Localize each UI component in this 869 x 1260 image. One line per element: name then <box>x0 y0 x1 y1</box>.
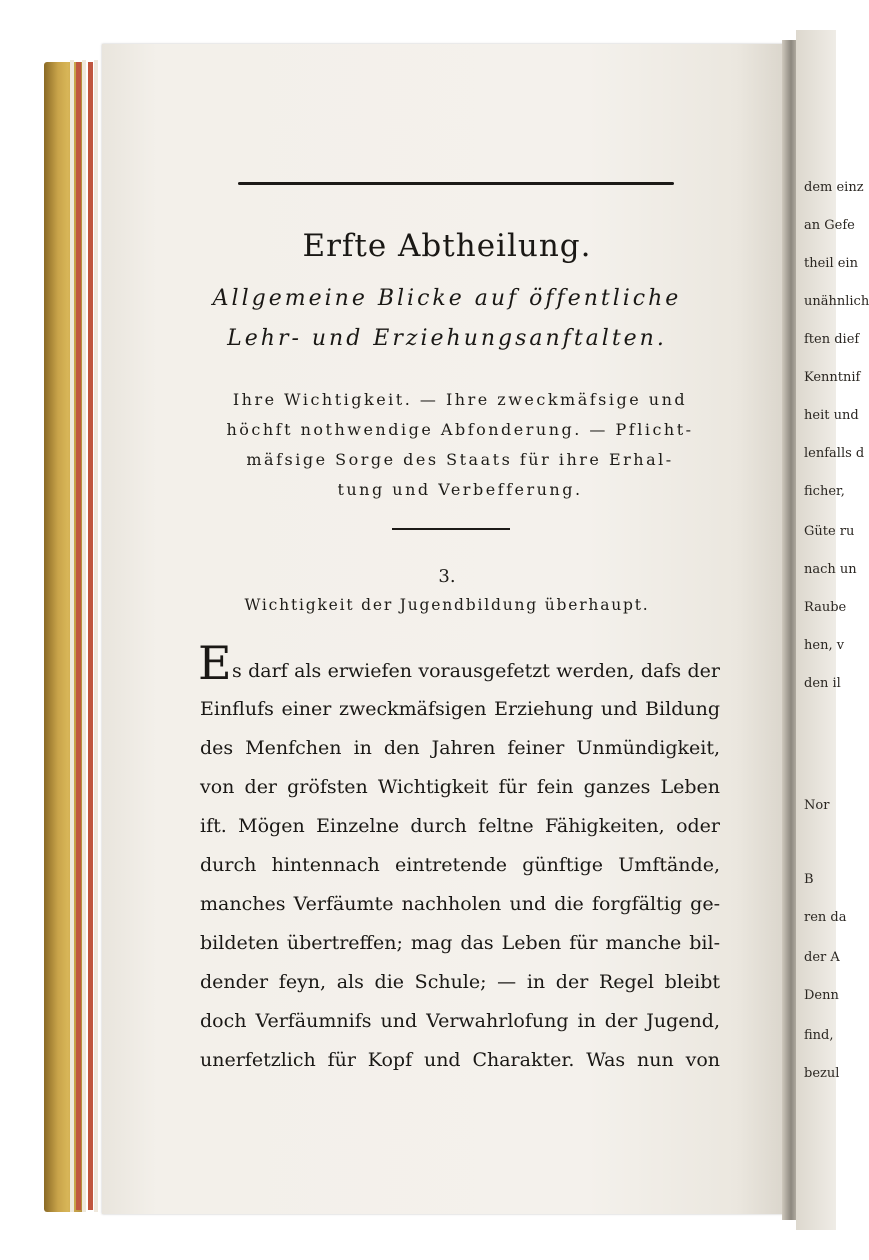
facing-page <box>796 30 869 1230</box>
summary-line: tung und Verbefferung. <box>337 480 583 499</box>
facing-page-fragment: Nor <box>804 798 830 813</box>
summary-line: höchft nothwendige Abfonderung. — Pflicht- <box>226 420 694 439</box>
body-line: Einflufs einer zweckmäfsigen Erziehung und Bildung <box>200 698 720 720</box>
body-line: durch hintennach eintretende günftige Umftände, <box>200 854 720 876</box>
facing-page-fragment: Kenntnif <box>804 370 861 385</box>
book-page <box>102 44 792 1214</box>
subtitle-line: Allgemeine Blicke auf öffentliche <box>212 286 682 311</box>
page-edge <box>82 60 86 1212</box>
section-number: 3. <box>438 566 456 587</box>
page-edge <box>94 60 98 1212</box>
body-line: ift. Mögen Einzelne durch feltne Fähigkeiten, oder <box>200 815 720 837</box>
facing-page-fragment: dem einz <box>804 180 864 195</box>
red-page-edge <box>76 62 81 1210</box>
body-line: manches Verfäumte nachholen und die forgfältig ge- <box>200 893 720 915</box>
facing-page-fragment: ficher, <box>804 484 845 499</box>
drop-cap: E <box>198 636 232 690</box>
facing-page-fragment: ften dief <box>804 332 860 347</box>
facing-page-fragment: ren da <box>804 910 847 925</box>
body-line: bildeten übertreffen; mag das Leben für manche bil- <box>200 932 720 954</box>
facing-page-fragment: theil ein <box>804 256 858 271</box>
facing-page-fragment: Güte ru <box>804 524 855 539</box>
page-edge <box>70 60 74 1212</box>
facing-page-fragment: den il <box>804 676 841 691</box>
facing-page-fragment: unähnlich <box>804 294 869 309</box>
body-line: s darf als erwiefen vorausgefetzt werden, dafs der <box>232 660 720 682</box>
body-line: des Menfchen in den Jahren feiner Unmündigkeit, <box>200 737 720 759</box>
red-page-edge <box>88 62 93 1210</box>
facing-page-fragment: an Gefe <box>804 218 855 233</box>
body-line: unerfetzlich für Kopf und Charakter. Was nun von <box>200 1049 720 1071</box>
facing-page-fragment: Denn <box>804 988 839 1003</box>
facing-page-fragment: bezul <box>804 1066 840 1081</box>
summary-line: Ihre Wichtigkeit. — Ihre zweckmäfsige und <box>232 390 688 409</box>
facing-page-fragment: Raube <box>804 600 847 615</box>
page-title: Erfte Abtheilung. <box>302 228 592 264</box>
facing-page-fragment: der A <box>804 950 840 965</box>
facing-page-fragment: B <box>804 872 814 887</box>
section-title: Wichtigkeit der Jugendbildung überhaupt. <box>244 596 650 614</box>
body-line: dender feyn, als die Schule; — in der Regel bleibt <box>200 971 720 993</box>
facing-page-fragment: nach un <box>804 562 857 577</box>
facing-page-fragment: find, <box>804 1028 834 1043</box>
body-line: von der gröfsten Wichtigkeit für fein ganzes Leben <box>200 776 720 798</box>
section-divider <box>392 528 510 530</box>
ornamental-rule <box>238 182 674 185</box>
summary-line: mäfsige Sorge des Staats für ihre Erhal- <box>246 450 674 469</box>
subtitle-line: Lehr- und Erziehungsanftalten. <box>227 326 667 351</box>
facing-page-fragment: hen, v <box>804 638 845 653</box>
facing-page-fragment: lenfalls d <box>804 446 865 461</box>
facing-page-fragment: heit und <box>804 408 859 423</box>
body-line: doch Verfäumnifs und Verwahrlofung in der Jugend, <box>200 1010 720 1032</box>
